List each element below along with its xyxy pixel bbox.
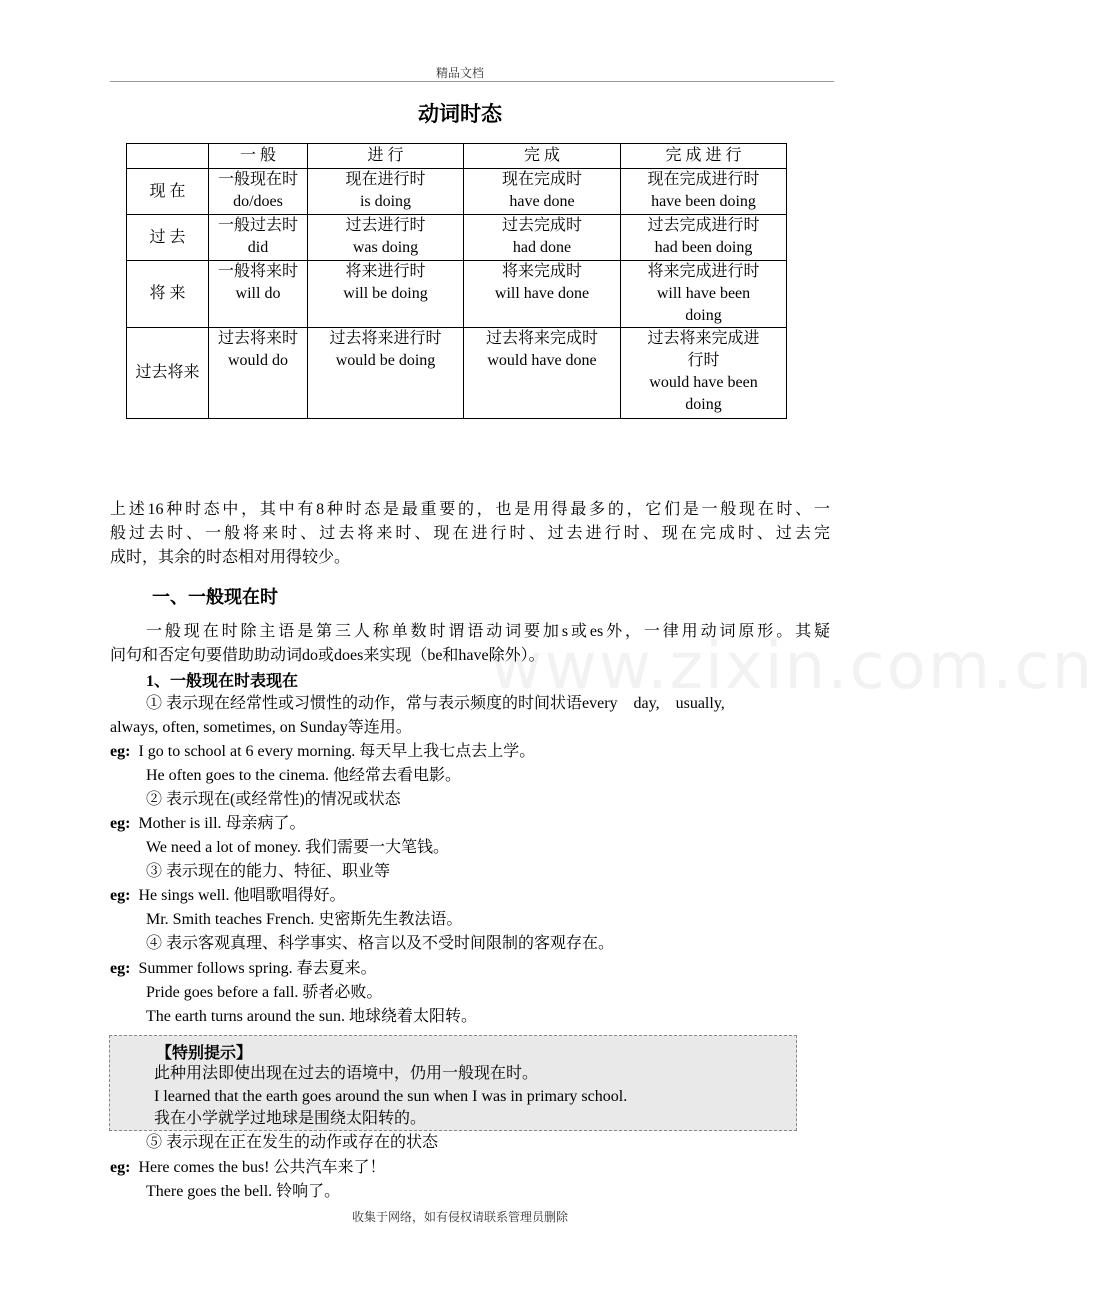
- col-header-simple: 一 般: [209, 144, 308, 169]
- table-cell: 过去完成时 had done: [464, 215, 621, 261]
- usage-5: ⑤ 表示现在正在发生的动作或存在的状态: [146, 1134, 439, 1151]
- col-header-perfect: 完 成: [464, 144, 621, 169]
- col-header-perfect-progressive: 完 成 进 行: [621, 144, 787, 169]
- section-heading: 一、一般现在时: [152, 587, 278, 608]
- row-header-present: 现 在: [127, 169, 209, 215]
- table-header-row: [127, 144, 787, 169]
- table-corner-cell: [127, 144, 209, 169]
- table-cell: 一般过去时 did: [209, 215, 308, 261]
- page-footer: 收集于网络，如有侵权请联系管理员删除: [351, 1210, 568, 1224]
- intro-line-1: 上述16种时态中，其中有8种时态是最重要的，也是用得最多的，它们是一般现在时、一: [110, 501, 830, 518]
- tip-title: 【特别提示】: [156, 1045, 253, 1062]
- usage-2: ② 表示现在(或经常性)的情况或状态: [146, 791, 401, 808]
- example-line: Mr. Smith teaches French. 史密斯先生教法语。: [146, 911, 463, 928]
- table-cell: 一般将来时 will do: [209, 261, 308, 328]
- table-row-present: [127, 169, 787, 215]
- table-row-past-future: [127, 328, 787, 419]
- usage-3: ③ 表示现在的能力、特征、职业等: [146, 863, 391, 880]
- eg-label: eg:: [110, 1159, 131, 1176]
- example-line: eg: I go to school at 6 every morning. 每天早上我七点去上学。: [110, 743, 536, 760]
- table-cell: 过去将来完成时 would have done: [464, 328, 621, 419]
- special-tip-box: [109, 1035, 797, 1131]
- watermark: www.zixin.com.cn: [490, 630, 1094, 704]
- table-cell: 过去将来时 would do: [209, 328, 308, 419]
- example-line: eg: He sings well. 他唱歌唱得好。: [110, 887, 346, 904]
- table-cell: 将来完成进行时 will have been doing: [621, 261, 787, 328]
- table-cell: 现在完成进行时 have been doing: [621, 169, 787, 215]
- row-header-future: 将 来: [127, 261, 209, 328]
- table-cell: 现在完成时 have done: [464, 169, 621, 215]
- table-row-future: [127, 261, 787, 328]
- col-header-progressive: 进 行: [308, 144, 464, 169]
- document-title: 动词时态: [418, 102, 502, 126]
- example-line: Pride goes before a fall. 骄者必败。: [146, 984, 383, 1001]
- tip-line: 我在小学就学过地球是围绕太阳转的。: [154, 1110, 427, 1127]
- subheading: 1、一般现在时表现在: [146, 673, 299, 690]
- table-cell: 将来完成时 will have done: [464, 261, 621, 328]
- eg-label: eg:: [110, 887, 131, 904]
- page-header: 精品文档: [435, 66, 484, 80]
- table-cell: 过去将来完成进 行时 would have been doing: [621, 328, 787, 419]
- intro-line-3: 成时，其余的时态相对用得较少。: [110, 549, 351, 566]
- header-rule: [110, 81, 834, 82]
- section-paragraph-line-2: 问句和否定句要借助助动词do或does来实现（be和have除外）。: [110, 647, 545, 664]
- tip-line: 此种用法即使出现在过去的语境中，仍用一般现在时。: [154, 1065, 539, 1082]
- table-cell: 过去进行时 was doing: [308, 215, 464, 261]
- example-line: eg: Summer follows spring. 春去夏来。: [110, 960, 377, 977]
- example-line: There goes the bell. 铃响了。: [146, 1183, 341, 1200]
- section-paragraph-line-1: 一般现在时除主语是第三人称单数时谓语动词要加s或es外，一律用动词原形。其疑: [146, 623, 830, 640]
- table-cell: 过去完成进行时 had been doing: [621, 215, 787, 261]
- eg-label: eg:: [110, 960, 131, 977]
- example-line: eg: Here comes the bus! 公共汽车来了！: [110, 1159, 386, 1176]
- example-line: The earth turns around the sun. 地球绕着太阳转。: [146, 1008, 478, 1025]
- usage-1-line-2: always, often, sometimes, on Sunday等连用。: [110, 719, 412, 736]
- row-header-past-future: 过去将来: [127, 328, 209, 419]
- eg-label: eg:: [110, 743, 131, 760]
- example-line: He often goes to the cinema. 他经常去看电影。: [146, 767, 462, 784]
- intro-line-2: 般过去时、一般将来时、过去将来时、现在进行时、过去进行时、现在完成时、过去完: [110, 525, 830, 542]
- table-cell: 将来进行时 will be doing: [308, 261, 464, 328]
- table-cell: 一般现在时 do/does: [209, 169, 308, 215]
- table-cell: 现在进行时 is doing: [308, 169, 464, 215]
- example-line: We need a lot of money. 我们需要一大笔钱。: [146, 839, 449, 856]
- example-line: eg: Mother is ill. 母亲病了。: [110, 815, 306, 832]
- row-header-past: 过 去: [127, 215, 209, 261]
- table-cell: 过去将来进行时 would be doing: [308, 328, 464, 419]
- usage-4: ④ 表示客观真理、科学事实、格言以及不受时间限制的客观存在。: [146, 935, 615, 952]
- usage-1-line-1: ① 表示现在经常性或习惯性的动作，常与表示频度的时间状语every day, usually,: [146, 695, 725, 712]
- table-row-past: [127, 215, 787, 261]
- tense-table: [126, 143, 787, 419]
- eg-label: eg:: [110, 815, 131, 832]
- tip-line: I learned that the earth goes around the sun when I was in primary school.: [154, 1088, 628, 1105]
